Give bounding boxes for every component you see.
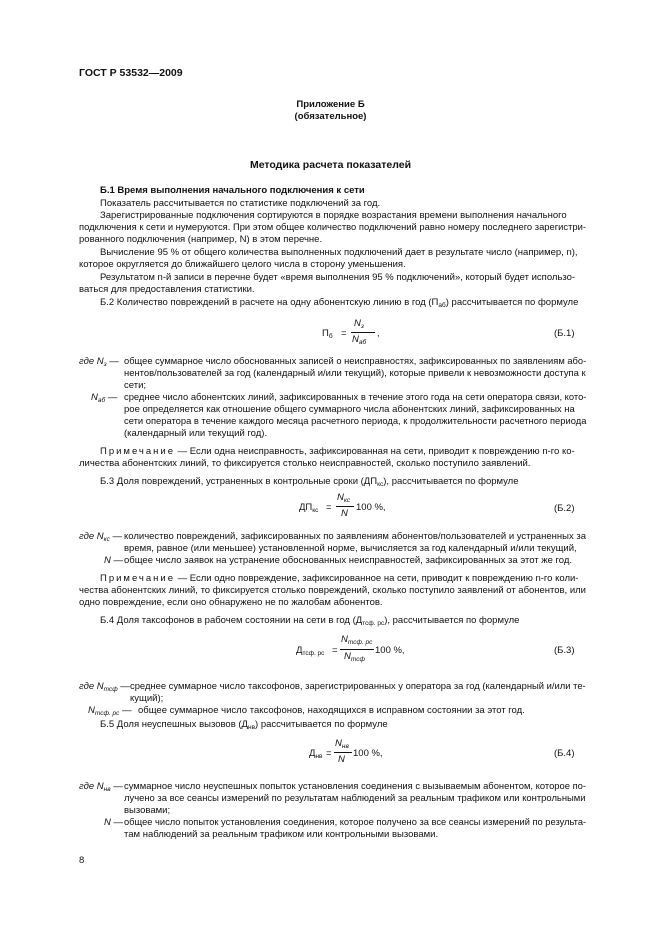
formula-b4-number: (Б.4) bbox=[554, 748, 575, 759]
b3-note-line-2: чества абонентских линий, то фиксируется столько повреждений, сколько поступило заявлений от абонентов, или bbox=[79, 585, 586, 596]
formula-b4-eq: = bbox=[326, 748, 332, 759]
page-number: 8 bbox=[79, 855, 85, 866]
b2-where2-line-4: (календарный или текущий год). bbox=[124, 428, 268, 439]
b4-where1-line-1: среднее суммарное число таксофонов, зарегистрированных у оператора за год (календарный и/или те- bbox=[130, 681, 586, 692]
formula-b2-tail: 100 %, bbox=[356, 502, 386, 513]
b5-where1-line-1: суммарное число неуспешных попыток установления соединения с вызываемым абонентом, которое по- bbox=[124, 781, 587, 792]
b5-intro: Б.5 Доля неуспешных вызовов $(Д_{нв})$ рассчитывается по формуле bbox=[100, 719, 388, 731]
b3-where2-line-1: общее число заявок на устранение обоснованных неисправностей, зафиксированных за этот же год. bbox=[124, 555, 573, 566]
formula-b1-tail: , bbox=[377, 328, 380, 339]
formula-b1 bbox=[322, 318, 442, 347]
formula-b2-fraction-bar bbox=[336, 506, 354, 507]
appendix-status: (обязательное) bbox=[294, 111, 367, 122]
b4-where1-line-2: кущий); bbox=[130, 693, 164, 704]
b1-line-2: Зарегистрированные подключения сортируются в порядке возрастания времени выполнения начального bbox=[100, 210, 567, 221]
appendix-title: Приложение Б bbox=[296, 99, 365, 110]
b4-where2-lead: $N_{тсф. рс}$ — bbox=[88, 705, 132, 717]
b3-where1-line-2: время, равное (или меньшее) установленной норме, вычисляется за год календарный и/или текущий, bbox=[124, 543, 577, 554]
formula-b3 bbox=[296, 636, 446, 664]
b2-where2-lead: $N_{аб}$ — bbox=[91, 392, 118, 404]
formula-b1-fraction-bar bbox=[351, 332, 375, 333]
b1-line-7: Результатом n-й записи в перечне будет «время выполнения 95 % подключений», который будет использо- bbox=[100, 272, 576, 283]
formula-b3-number: (Б.3) bbox=[554, 645, 575, 656]
formula-b2-eq: = bbox=[326, 502, 332, 513]
b4-where2-line-1: общее суммарное число таксофонов, находящихся в исправном состоянии за этот год. bbox=[138, 705, 525, 716]
formula-b4-tail: 100 %, bbox=[353, 748, 383, 759]
formula-b1-lhs: $П_б$ bbox=[322, 328, 333, 340]
formula-b1-eq: = bbox=[341, 328, 347, 339]
formula-b1-num: $N_з$ bbox=[354, 318, 364, 330]
b5-where2-line-2: там наблюдений за реальным трафиком или контрольными вызовами. bbox=[124, 829, 439, 840]
formula-b3-tail: 100 %, bbox=[375, 645, 405, 656]
document-id: ГОСТ Р 53532—2009 bbox=[79, 67, 183, 79]
b4-intro: Б.4 Доля таксофонов в рабочем состоянии на сети в год $(Д_{тсф. рс})$, рассчитывается по формуле bbox=[100, 615, 520, 627]
b1-line-5: Вычисление 95 % от общего количества выполненных подключений дает в результате число (например, n), bbox=[100, 247, 578, 258]
formula-b2 bbox=[299, 492, 439, 521]
formula-b3-fraction-bar bbox=[340, 649, 374, 650]
b1-heading: Б.1 Время выполнения начального подключения к сети bbox=[100, 185, 365, 196]
b3-where2-lead: N — bbox=[104, 555, 124, 566]
b5-where2-lead: N — bbox=[104, 817, 124, 828]
formula-b4-fraction-bar bbox=[334, 752, 352, 753]
section-title: Методика расчета показателей bbox=[249, 159, 412, 171]
b2-where1-lead: где $N_з$ — bbox=[79, 356, 119, 368]
b5-where1-lead: где $N_{нв}$ — bbox=[79, 781, 123, 793]
b1-line-3: подключения к сети и нумеруются. При этом общее количество подключений равно номеру последнего зарегистри- bbox=[79, 222, 586, 233]
b1-line-4: рованного подключения (например, N) в этом перечне. bbox=[79, 234, 323, 245]
b2-where1-line-1: общее суммарное число обоснованных записей о неисправностях, зафиксированных по заявлениям або- bbox=[124, 356, 587, 367]
b2-where2-line-3: сети оператора в течение каждого месяца расчетного периода, к продолжительности расчетного периода bbox=[124, 416, 587, 427]
b5-where1-line-2: лучено за все сеансы измерений по результатам наблюдений за реальным трафиком или контрольными bbox=[124, 793, 586, 804]
b5-where1-line-3: вызовами; bbox=[124, 805, 171, 816]
b2-where1-line-3: сети; bbox=[124, 380, 147, 391]
formula-b4 bbox=[309, 740, 429, 766]
b4-where1-lead: где $N_{тсф}$ — bbox=[79, 681, 130, 693]
b3-note-line-1: Примечание — Если одно повреждение, зафиксированное на сети, приводит к повреждению n-го коли- bbox=[100, 573, 579, 584]
formula-b2-den: N bbox=[341, 508, 348, 519]
formula-b2-lhs: $ДП_{кс}$ bbox=[299, 502, 319, 514]
b2-intro: Б.2 Количество повреждений в расчете на одну абонентскую линию в год $(П_{аб})$ рассчитывается по формуле bbox=[100, 297, 579, 309]
b3-where1-line-1: количество повреждений, зафиксированных по заявлениям абонентов/пользователей и устраненных за bbox=[124, 531, 586, 542]
formula-b1-den: $N_{аб}$ bbox=[352, 334, 367, 346]
formula-b2-num: $N_{кс}$ bbox=[337, 492, 351, 504]
formula-b4-lhs: $Д_{нв}$ bbox=[309, 748, 323, 760]
b1-line-6: которое округляется до ближайшего целого числа в сторону уменьшения. bbox=[79, 259, 406, 270]
formula-b3-lhs: $Д_{тсф. рс}$ bbox=[296, 645, 325, 657]
b2-where2-line-2: рое определяется как отношение общего суммарного числа абонентских линий, зафиксированных на bbox=[124, 404, 575, 415]
formula-b3-num: $N_{тсф. рс}$ bbox=[341, 634, 373, 646]
formula-b3-den: $N_{тсф}$ bbox=[344, 651, 365, 663]
b1-line-8: ваться для предоставления статистики. bbox=[79, 284, 255, 295]
formula-b3-eq: = bbox=[332, 645, 338, 656]
b5-where2-line-1: общее число попыток установления соединения, которое получено за все сеансы измерений по результа- bbox=[124, 817, 587, 828]
b2-where1-line-2: нентов/пользователей за год (календарный и/или текущий), которые привели к невозможности доступа к bbox=[124, 368, 586, 379]
formula-b2-number: (Б.2) bbox=[554, 503, 575, 514]
formula-b1-number: (Б.1) bbox=[554, 328, 575, 339]
b2-where2-line-1: среднее число абонентских линий, зафиксированных в течение этого года на сети оператора связи, кото- bbox=[124, 392, 587, 403]
b2-note-line-1: Примечание — Если одна неисправность, зафиксированная на сети, приводит к повреждению n-го ко- bbox=[100, 446, 575, 457]
formula-b4-num: $N_{нв}$ bbox=[335, 738, 349, 750]
b1-line-1: Показатель рассчитывается по статистике подключений за год. bbox=[100, 198, 381, 209]
b2-note-line-2: личества абонентских линий, то фиксируется столько неисправностей, сколько поступило заявлений. bbox=[79, 458, 531, 469]
b3-where1-lead: где $N_{кс}$ — bbox=[79, 531, 123, 543]
b3-intro: Б.3 Доля повреждений, устраненных в контрольные сроки $(ДП_{кс})$, рассчитывается по формуле bbox=[100, 476, 519, 488]
formula-b4-den: N bbox=[338, 754, 345, 765]
b3-note-line-3: одно повреждение, если оно обнаружено не по жалобам абонентов. bbox=[79, 597, 383, 608]
